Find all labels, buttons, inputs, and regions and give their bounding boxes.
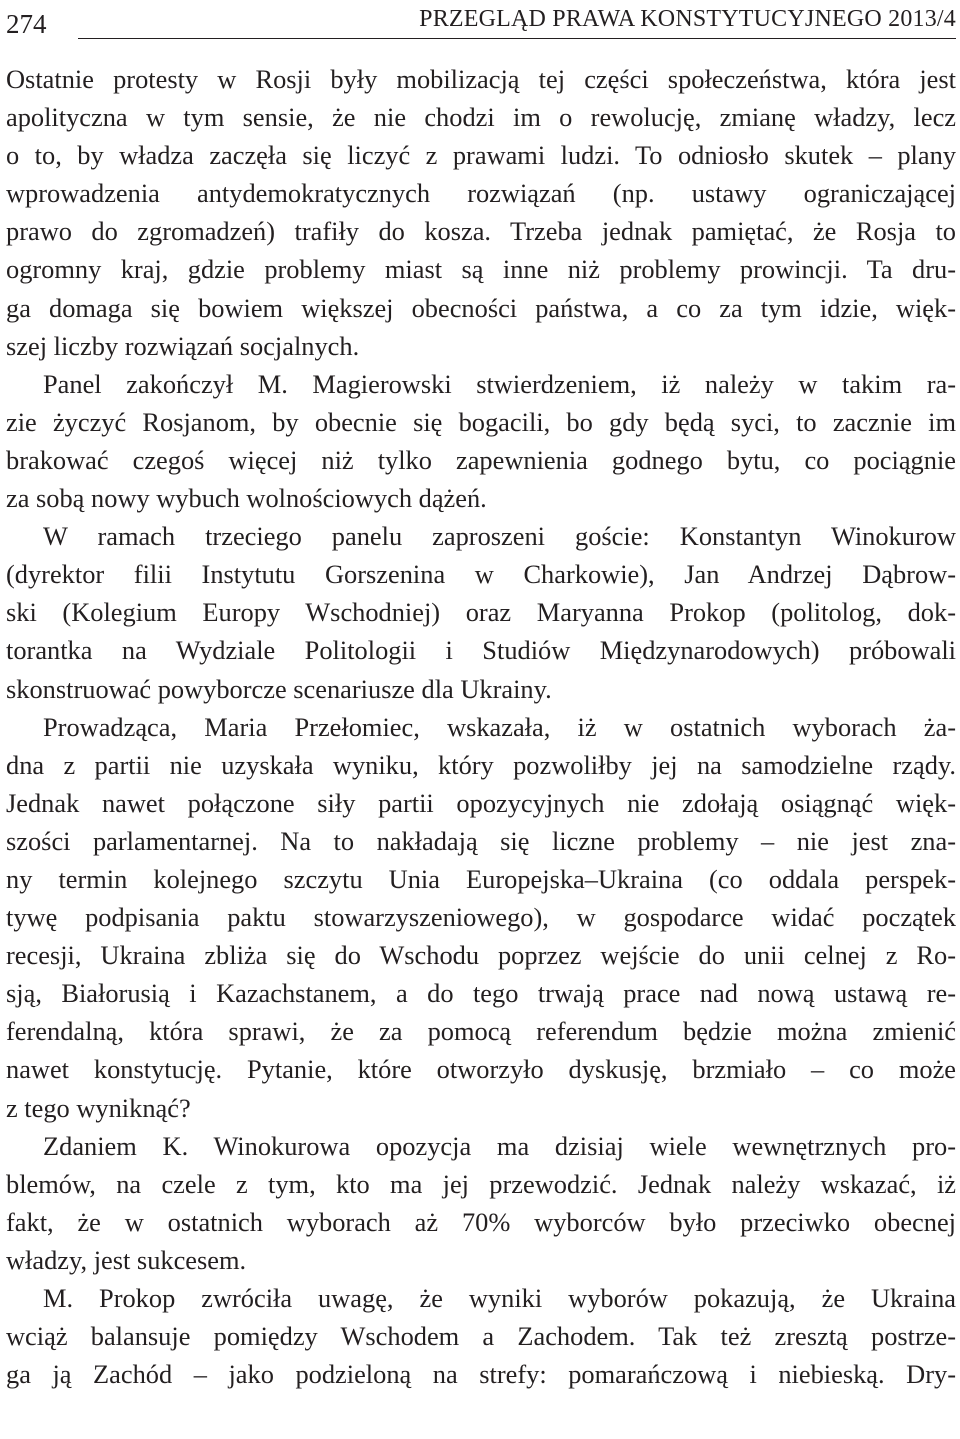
paragraph xyxy=(6,708,956,1127)
text-line: recesji, Ukraina zbliża się do Wschodu poprzez wejście do unii celnej z Ro- xyxy=(6,940,956,971)
text-line: o to, by władza zaczęła się liczyć z prawami ludzi. To odniosło skutek – plany xyxy=(6,140,956,171)
text-line: władzy, jest sukcesem. xyxy=(6,1244,247,1275)
text-line: (dyrektor filii Instytutu Gorszenina w Charkowie), Jan Andrzej Dąbrow- xyxy=(6,559,956,590)
text-line: brakować czegoś więcej niż tylko zapewnienia godnego bytu, co pociągnie xyxy=(6,444,956,475)
text-line: ski (Kolegium Europy Wschodniej) oraz Maryanna Prokop (politolog, dok- xyxy=(6,597,956,628)
text-line: Prowadząca, Maria Przełomiec, wskazała, iż w ostatnich wyborach ża- xyxy=(43,711,956,742)
text-line: szej liczby rozwiązań socjalnych. xyxy=(6,330,360,361)
journal-title: PRZEGLĄD PRAWA KONSTYTUCYJNEGO 2013/4 xyxy=(419,6,956,32)
text-line: Ostatnie protesty w Rosji były mobilizacją tej części społeczeństwa, która jest xyxy=(6,64,956,94)
text-line: Panel zakończył M. Magierowski stwierdzeniem, iż należy w takim ra- xyxy=(43,368,956,399)
text-line: zie życzyć Rosjanom, by obecnie się bogacili, bo gdy będą syci, to zacznie im xyxy=(6,406,956,437)
paragraph xyxy=(6,60,956,365)
text-line: z tego wyniknąć? xyxy=(6,1092,191,1123)
text-line: W ramach trzeciego panelu zaproszeni goście: Konstantyn Winokurow xyxy=(43,521,956,552)
text-line: Jednak nawet połączone siły partii opozycyjnych nie zdołają osiągnąć więk- xyxy=(6,787,956,818)
text-line: sją, Białorusią i Kazachstanem, a do tego trwają prace nad nową ustawą re- xyxy=(6,978,956,1009)
text-line: nawet konstytucję. Pytanie, które otworzyło dyskusję, brzmiało – co może xyxy=(6,1054,956,1085)
text-line: szości parlamentarnej. Na to nakładają się liczne problemy – nie jest zna- xyxy=(6,825,956,856)
text-line: dna z partii nie uzyskała wyniku, który pozwoliłby jej na samodzielne rządy. xyxy=(6,749,956,780)
text-line: ga domaga się bowiem większej obecności państwa, a co za tym idzie, więk- xyxy=(6,292,956,323)
text-line: ogromny kraj, gdzie problemy miast są inne niż problemy prowincji. Ta dru- xyxy=(6,254,956,285)
text-line: ferendalną, która sprawi, że za pomocą referendum będzie można zmienić xyxy=(6,1016,956,1047)
text-line: ga ją Zachód – jako podzieloną na strefy: pomarańczową i niebieską. Dry- xyxy=(6,1359,956,1390)
text-line: M. Prokop zwróciła uwagę, że wyniki wyborów pokazują, że Ukraina xyxy=(43,1283,956,1313)
page-number: 274 xyxy=(6,9,47,39)
running-header xyxy=(6,2,956,46)
text-line: tywę podpisania paktu stowarzyszeniowego), w gospodarce widać początek xyxy=(6,902,956,933)
text-line: ny termin kolejnego szczytu Unia Europejska–Ukraina (co oddala perspek- xyxy=(6,863,956,894)
paragraph xyxy=(6,1279,956,1393)
text-line: Zdaniem K. Winokurowa opozycja ma dzisiaj wiele wewnętrznych pro- xyxy=(43,1130,956,1161)
text-line: prawo do zgromadzeń) trafiły do kosza. Trzeba jednak pamiętać, że Rosja to xyxy=(6,216,956,247)
paragraph xyxy=(6,365,956,517)
text-line: wprowadzenia antydemokratycznych rozwiązań (np. ustawy ograniczającej xyxy=(6,178,956,209)
header-rule xyxy=(78,38,956,39)
paragraph xyxy=(6,517,956,707)
text-line: torantka na Wydziale Politologii i Studiów Międzynarodowych) próbowali xyxy=(6,635,956,666)
text-line: fakt, że w ostatnich wyborach aż 70% wyborców było przeciwko obecnej xyxy=(6,1206,956,1237)
text-line: apolityczna w tym sensie, że nie chodzi im o rewolucję, zmianę władzy, lecz xyxy=(6,102,956,133)
text-line: blemów, na czele z tym, kto ma jej przewodzić. Jednak należy wskazać, iż xyxy=(6,1168,956,1199)
text-line: skonstruować powyborcze scenariusze dla Ukrainy. xyxy=(6,673,552,704)
text-line: wciąż balansuje pomiędzy Wschodem a Zachodem. Tak też zresztą postrze- xyxy=(6,1321,956,1352)
body-text xyxy=(6,60,956,1393)
text-line: za sobą nowy wybuch wolnościowych dążeń. xyxy=(6,483,487,514)
paragraph xyxy=(6,1127,956,1279)
